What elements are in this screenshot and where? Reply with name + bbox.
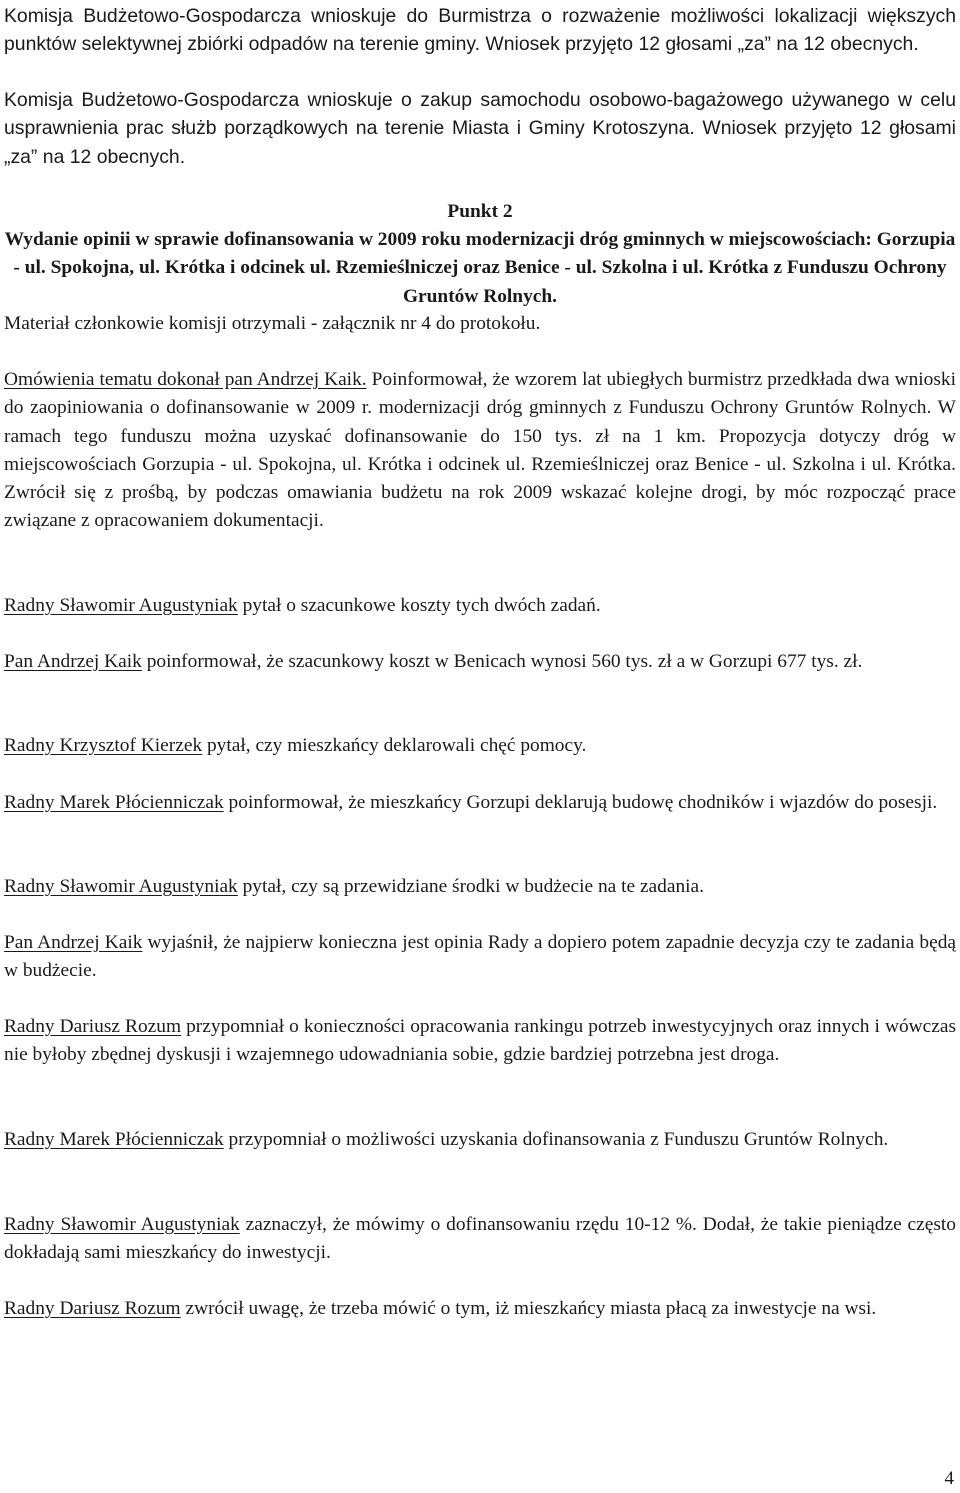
speaker-name: Radny Sławomir Augustyniak xyxy=(4,595,238,616)
paragraph-text: przypomniał o konieczności opracowania rankingu potrzeb inwestycyjnych oraz innych i wówczas nie byłoby zbędnej dyskusji i wzajemnego udowadniania sobie, gdzie bardziej potrzebna jest droga. xyxy=(4,1016,957,1066)
paragraph-rozum-ranking xyxy=(4,1013,956,1070)
section-subject: Wydanie opinii w sprawie dofinansowania w 2009 roku modernizacji dróg gminnych w miejscowościach: Gorzupia - ul. Spokojna, ul. Krótka i odcinek ul. Rzemieślniczej oraz Benice - ul. Szkolna i ul. Krótka z Funduszu Ochrony Gruntów Rolnych. xyxy=(4,229,956,307)
speaker-name: Radny Dariusz Rozum xyxy=(4,1298,181,1319)
paragraph-text: wyjaśnił, że najpierw konieczna jest opinia Rady a dopiero potem zapadnie decyzja czy te zadania będą w budżecie. xyxy=(4,932,956,982)
paragraph-waste-collection-motion: Komisja Budżetowo-Gospodarcza wnioskuje do Burmistrza o rozważenie możliwości lokalizacji większych punktów selektywnej zbiórki odpadów na terenie gminy. Wniosek przyjęto 12 głosami „za” na 12 obecnych. xyxy=(4,5,956,56)
materials-note: Materiał członkowie komisji otrzymali - załącznik nr 4 do protokołu. xyxy=(4,313,541,334)
paragraph-text: przypomniał o możliwości uzyskania dofinansowania z Funduszu Gruntów Rolnych. xyxy=(223,1129,889,1150)
speaker-name: Radny Krzysztof Kierzek xyxy=(4,735,203,756)
paragraph-text: poinformował, że mieszkańcy Gorzupi deklarują budowę chodników i wjazdów do posesji. xyxy=(223,792,938,813)
speaker-name: Radny Sławomir Augustyniak xyxy=(4,876,238,897)
speaker-name: Radny Marek Płócienniczak xyxy=(4,1129,224,1150)
paragraph-plocienniczak-fund xyxy=(4,1126,956,1154)
paragraph-text: zwrócił uwagę, że trzeba mówić o tym, iż mieszkańcy miasta płacą za inwestycje na wsi. xyxy=(180,1298,877,1319)
paragraph-vehicle-purchase-motion: Komisja Budżetowo-Gospodarcza wnioskuje o zakup samochodu osobowo-bagażowego używanego w celu usprawnienia prac służb porządkowych na terenie Miasta i Gminy Krotoszyna. Wniosek przyjęto 12 głosami „za” na 12 obecnych. xyxy=(4,89,956,168)
paragraph-text: poinformował, że szacunkowy koszt w Benicach wynosi 560 tys. zł a w Gorzupi 677 tys. zł. xyxy=(141,651,863,672)
speaker-name: Radny Sławomir Augustyniak xyxy=(4,1214,240,1235)
paragraph-text: Poinformował, że wzorem lat ubiegłych burmistrz przedkłada dwa wnioski do zaopiniowania o dofinansowanie w 2009 r. modernizacji dróg gminnych z Funduszu Ochrony Gruntów Rolnych. W ramach tego funduszu można uzyskać dofinansowanie do 150 tys. zł na 1 km. Propozycja dotyczy dróg w miejscowościach Gorzupia - ul. Spokojna, ul. Krótka i odcinek ul. Rzemieślniczej oraz Benice - ul. Szkolna i ul. Krótka. Zwrócił się z prośbą, by podczas omawiania budżetu na rok 2009 wskazać kolejne drogi, by móc rozpocząć prace związane z opracowaniem dokumentacji. xyxy=(4,369,956,532)
paragraph-kierzek-question xyxy=(4,732,956,760)
paragraph-rozum-city-residents xyxy=(4,1295,956,1323)
paragraph-text: pytał, czy mieszkańcy deklarowali chęć pomocy. xyxy=(202,735,587,756)
speaker-name: Radny Marek Płócienniczak xyxy=(4,792,224,813)
paragraph-text: pytał, czy są przewidziane środki w budżecie na te zadania. xyxy=(237,876,705,897)
paragraph-kaik-introduction xyxy=(4,366,956,536)
paragraph-kaik-costs xyxy=(4,648,956,676)
paragraph-augustyniak-costs xyxy=(4,592,956,620)
speaker-name: Pan Andrzej Kaik xyxy=(4,651,142,672)
speaker-name: Radny Dariusz Rozum xyxy=(4,1016,182,1037)
speaker-name: Omówienia tematu dokonał pan Andrzej Kaik. xyxy=(4,369,367,390)
paragraph-kaik-opinion xyxy=(4,929,956,986)
paragraph-text: pytał o szacunkowe koszty tych dwóch zadań. xyxy=(237,595,601,616)
paragraph-augustyniak-percentage xyxy=(4,1211,956,1268)
paragraph-text: zaznaczył, że mówimy o dofinansowaniu rzędu 10-12 %. Dodał, że takie pieniądze często dokładają sami mieszkańcy do inwestycji. xyxy=(4,1214,956,1264)
page-number: 4 xyxy=(944,1468,954,1489)
section-title: Punkt 2 xyxy=(447,201,513,222)
speaker-name: Pan Andrzej Kaik xyxy=(4,932,143,953)
paragraph-plocienniczak-sidewalks xyxy=(4,789,956,817)
paragraph-augustyniak-budget xyxy=(4,873,956,901)
